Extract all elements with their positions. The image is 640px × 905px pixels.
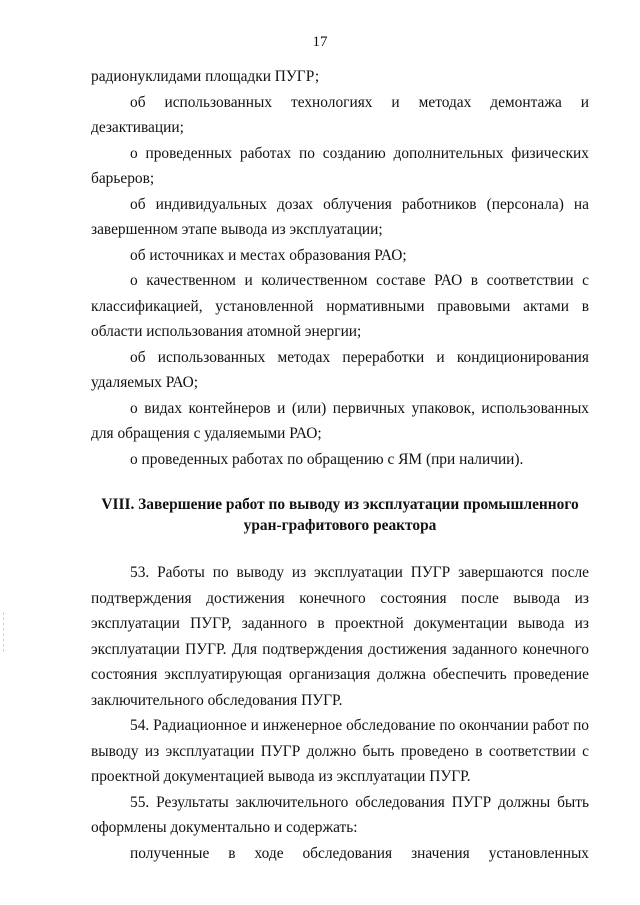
page-number: 17: [312, 34, 328, 50]
paragraph-55: 55. Результаты заключительного обследования ПУГР должны быть оформлены документально и содержать:: [91, 793, 589, 836]
section-heading-line: уран-графитового реактора: [243, 517, 437, 534]
list-item: об индивидуальных дозах облучения работников (персонала) на завершенном этапе вывода из эксплуатации;: [91, 195, 589, 238]
paragraph-54: 54. Радиационное и инженерное обследование по окончании работ по выводу из эксплуатации ПУГР должно быть проведено в соответствии с проектной документацией вывода из эксплуатации ПУГР.: [91, 717, 589, 785]
paragraph-53: 53. Работы по выводу из эксплуатации ПУГР завершаются после подтверждения достижения конечного состояния после вывода из эксплуатации ПУГР, заданного в проектной документации вывода из эксплуатации ПУГР. Для подтверждения достижения заданного конечного состояния эксплуатирующая организация должна обеспечить проведение заключительного обследования ПУГР.: [91, 564, 589, 709]
section-heading-line: VIII. Завершение работ по выводу из эксплуатации промышленного: [101, 496, 579, 513]
list-item: об использованных технологиях и методах демонтажа и дезактивации;: [91, 93, 589, 136]
list-item: о проведенных работах по обращению с ЯМ (при наличии).: [130, 450, 524, 468]
section-heading: [91, 494, 589, 536]
scan-edge-mark: [3, 612, 5, 652]
list-item: об источниках и местах образования РАО;: [130, 246, 407, 264]
list-item: о качественном и количественном составе РАО в соответствии с классификацией, установленной нормативными правовыми актами в области использования атомной энергии;: [91, 272, 589, 340]
list-item: радионуклидами площадки ПУГР;: [91, 68, 320, 85]
document-body: [91, 64, 589, 866]
list-item: о видах контейнеров и (или) первичных упаковок, использованных для обращения с удаляемыми РАО;: [91, 399, 589, 442]
list-item: об использованных методах переработки и кондиционирования удаляемых РАО;: [91, 348, 589, 391]
paragraph-continuation: полученные в ходе обследования значения установленных: [130, 844, 589, 862]
list-item: о проведенных работах по созданию дополнительных физических барьеров;: [91, 144, 589, 187]
